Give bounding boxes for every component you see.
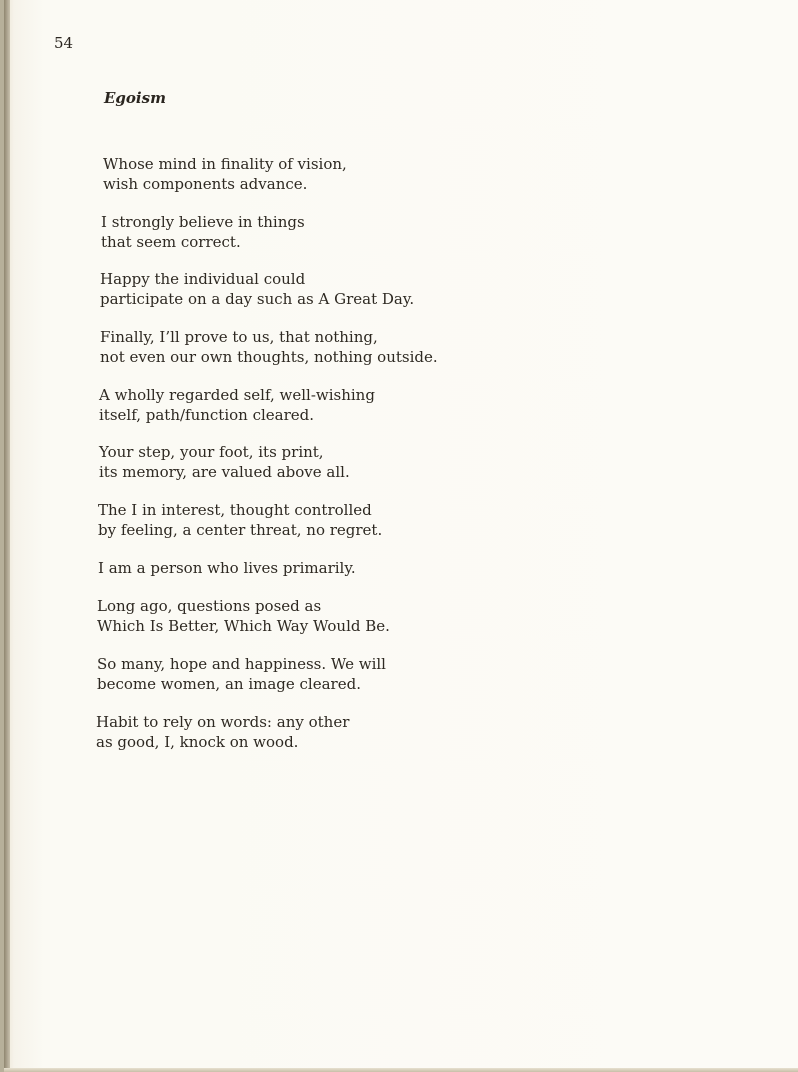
poem-line: participate on a day such as A Great Day. — [100, 290, 415, 308]
poem-line: I am a person who lives primarily. — [98, 559, 356, 577]
poem-line: I strongly believe in things — [101, 213, 305, 231]
poem-line: So many, hope and happiness. We will — [97, 655, 386, 673]
poem-body — [4, 0, 798, 1072]
poem-title: Egoism — [104, 89, 166, 107]
poem-line: A wholly regarded self, well-wishing — [99, 386, 375, 404]
poem-line: as good, I, knock on wood. — [96, 733, 299, 751]
stanza-4 — [100, 327, 438, 367]
book-page — [4, 0, 798, 1072]
stanza-1 — [103, 154, 347, 194]
poem-line: become women, an image cleared. — [97, 675, 361, 693]
poem-line: that seem correct. — [101, 233, 241, 251]
stanza-10 — [97, 654, 386, 694]
poem-line: The I in interest, thought controlled — [98, 501, 372, 519]
poem-line: Happy the individual could — [100, 270, 306, 288]
stanza-6 — [99, 442, 350, 482]
stanza-2 — [101, 212, 305, 252]
page-number: 54 — [54, 34, 74, 52]
stanza-3 — [100, 269, 414, 309]
poem-line: Your step, your foot, its print, — [99, 443, 324, 461]
poem-line: Which Is Better, Which Way Would Be. — [97, 617, 390, 635]
poem-line: itself, path/function cleared. — [99, 406, 315, 424]
stanza-7 — [98, 500, 382, 540]
poem-line: wish components advance. — [103, 175, 308, 193]
poem-line: Finally, I’ll prove to us, that nothing, — [100, 328, 378, 346]
poem-line: Whose mind in finality of vision, — [103, 155, 347, 173]
stanza-8 — [98, 558, 356, 578]
poem-line: by feeling, a center threat, no regret. — [98, 521, 383, 539]
stanza-9 — [97, 596, 390, 636]
poem-line: Habit to rely on words: any other — [96, 713, 350, 731]
poem-line: its memory, are valued above all. — [99, 463, 350, 481]
poem-line: not even our own thoughts, nothing outside. — [100, 348, 438, 366]
poem-line: Long ago, questions posed as — [97, 597, 322, 615]
stanza-5 — [99, 385, 375, 425]
stanza-11 — [96, 712, 349, 752]
